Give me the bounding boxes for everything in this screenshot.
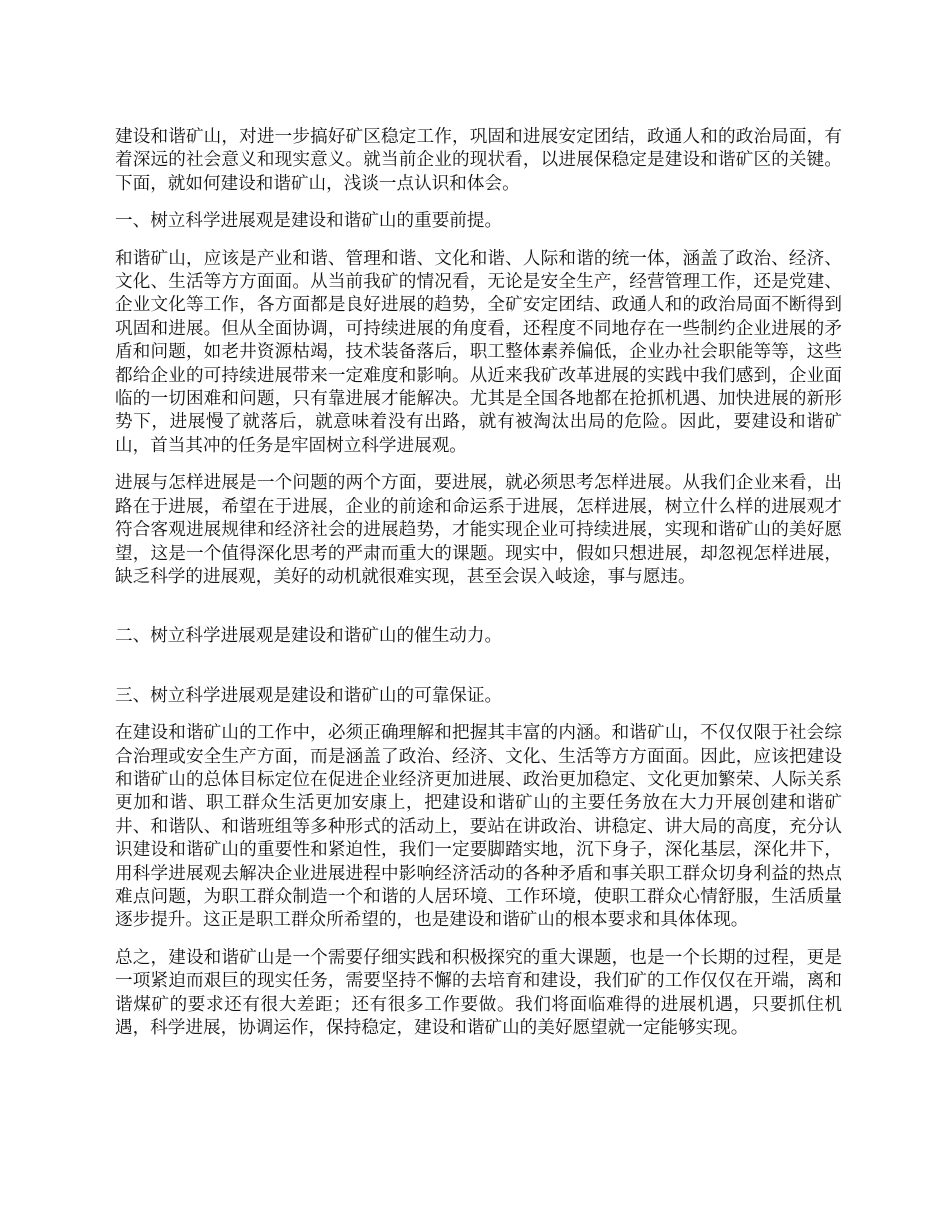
section1-paragraph-1: 和谐矿山，应该是产业和谐、管理和谐、文化和谐、人际和谐的统一体，涵盖了政治、经济、文化、生活等方方面面。从当前我矿的情况看，无论是安全生产，经营管理工作，还是党建、企业文化等工作，各方面都是良好进展的趋势，全矿安定团结、政通人和的政治局面不断得到巩固和进展。但从全面协调，可持续进展的角度看，还程度不同地存在一些制约企业进展的矛盾和问题，如老井资源枯竭，技术装备落后，职工整体素养偏低，企业办社会职能等等，这些都给企业的可持续进展带来一定难度和影响。从近来我矿改革进展的实践中我们感到，企业面临的一切困难和问题，只有靠进展才能解决。尤其是全国各地都在抢抓机遇、加快进展的新形势下，进展慢了就落后，就意味着没有出路，就有被淘汰出局的危险。因此，要建设和谐矿山，首当其冲的任务是牢固树立科学进展观。 bbox=[115, 248, 842, 456]
conclusion-paragraph: 总之，建设和谐矿山是一个需要仔细实践和积极探究的重大课题，也是一个长期的过程，更是一项紧迫而艰巨的现实任务，需要坚持不懈的去培育和建设，我们矿的工作仅仅在开端，离和谐煤矿的要求还有很大差距；还有很多工作要做。我们将面临难得的进展机遇，只要抓住机遇，科学进展，协调运作，保持稳定，建设和谐矿山的美好愿望就一定能够实现。 bbox=[115, 947, 842, 1038]
section1-paragraph-2: 进展与怎样进展是一个问题的两个方面，要进展，就必须思考怎样进展。从我们企业来看，出路在于进展，希望在于进展，企业的前途和命运系于进展，怎样进展，树立什么样的进展观才符合客观进展规律和经济社会的进展趋势，才能实现企业可持续进展，实现和谐矿山的美好愿望，这是一个值得深化思考的严肃而重大的课题。现实中，假如只想进展，却忽视怎样进展，缺乏科学的进展观，美好的动机就很难实现，甚至会误入岐途，事与愿违。 bbox=[115, 473, 842, 587]
section-heading-3: 三、树立科学进展观是建设和谐矿山的可靠保证。 bbox=[115, 685, 503, 706]
section3-paragraph-1: 在建设和谐矿山的工作中，必须正确理解和把握其丰富的内涵。和谐矿山，不仅仅限于社会综合治理或安全生产方面，而是涵盖了政治、经济、文化、生活等方方面面。因此，应该把建设和谐矿山的总体目标定位在促进企业经济更加进展、政治更加稳定、文化更加繁荣、人际关系更加和谐、职工群众生活更加安康上，把建设和谐矿山的主要任务放在大力开展创建和谐矿井、和谐队、和谐班组等多种形式的活动上，要站在讲政治、讲稳定、讲大局的高度，充分认识建设和谐矿山的重要性和紧迫性，我们一定要脚踏实地，沉下身子，深化基层，深化井下，用科学进展观去解决企业进展进程中影响经济活动的各种矛盾和事关职工群众切身利益的热点难点问题，为职工群众制造一个和谐的人居环境、工作环境，使职工群众心情舒服，生活质量逐步提升。这正是职工群众所希望的，也是建设和谐矿山的根本要求和具体体现。 bbox=[115, 723, 842, 931]
section-heading-1: 一、树立科学进展观是建设和谐矿山的重要前提。 bbox=[115, 211, 503, 232]
document-body bbox=[115, 126, 842, 1054]
intro-paragraph: 建设和谐矿山，对进一步搞好矿区稳定工作，巩固和进展安定团结，政通人和的政治局面，有着深远的社会意义和现实意义。就当前企业的现状看，以进展保稳定是建设和谐矿区的关键。下面，就如何建设和谐矿山，浅谈一点认识和体会。 bbox=[115, 127, 842, 194]
section-heading-2: 二、树立科学进展观是建设和谐矿山的催生动力。 bbox=[115, 626, 503, 647]
